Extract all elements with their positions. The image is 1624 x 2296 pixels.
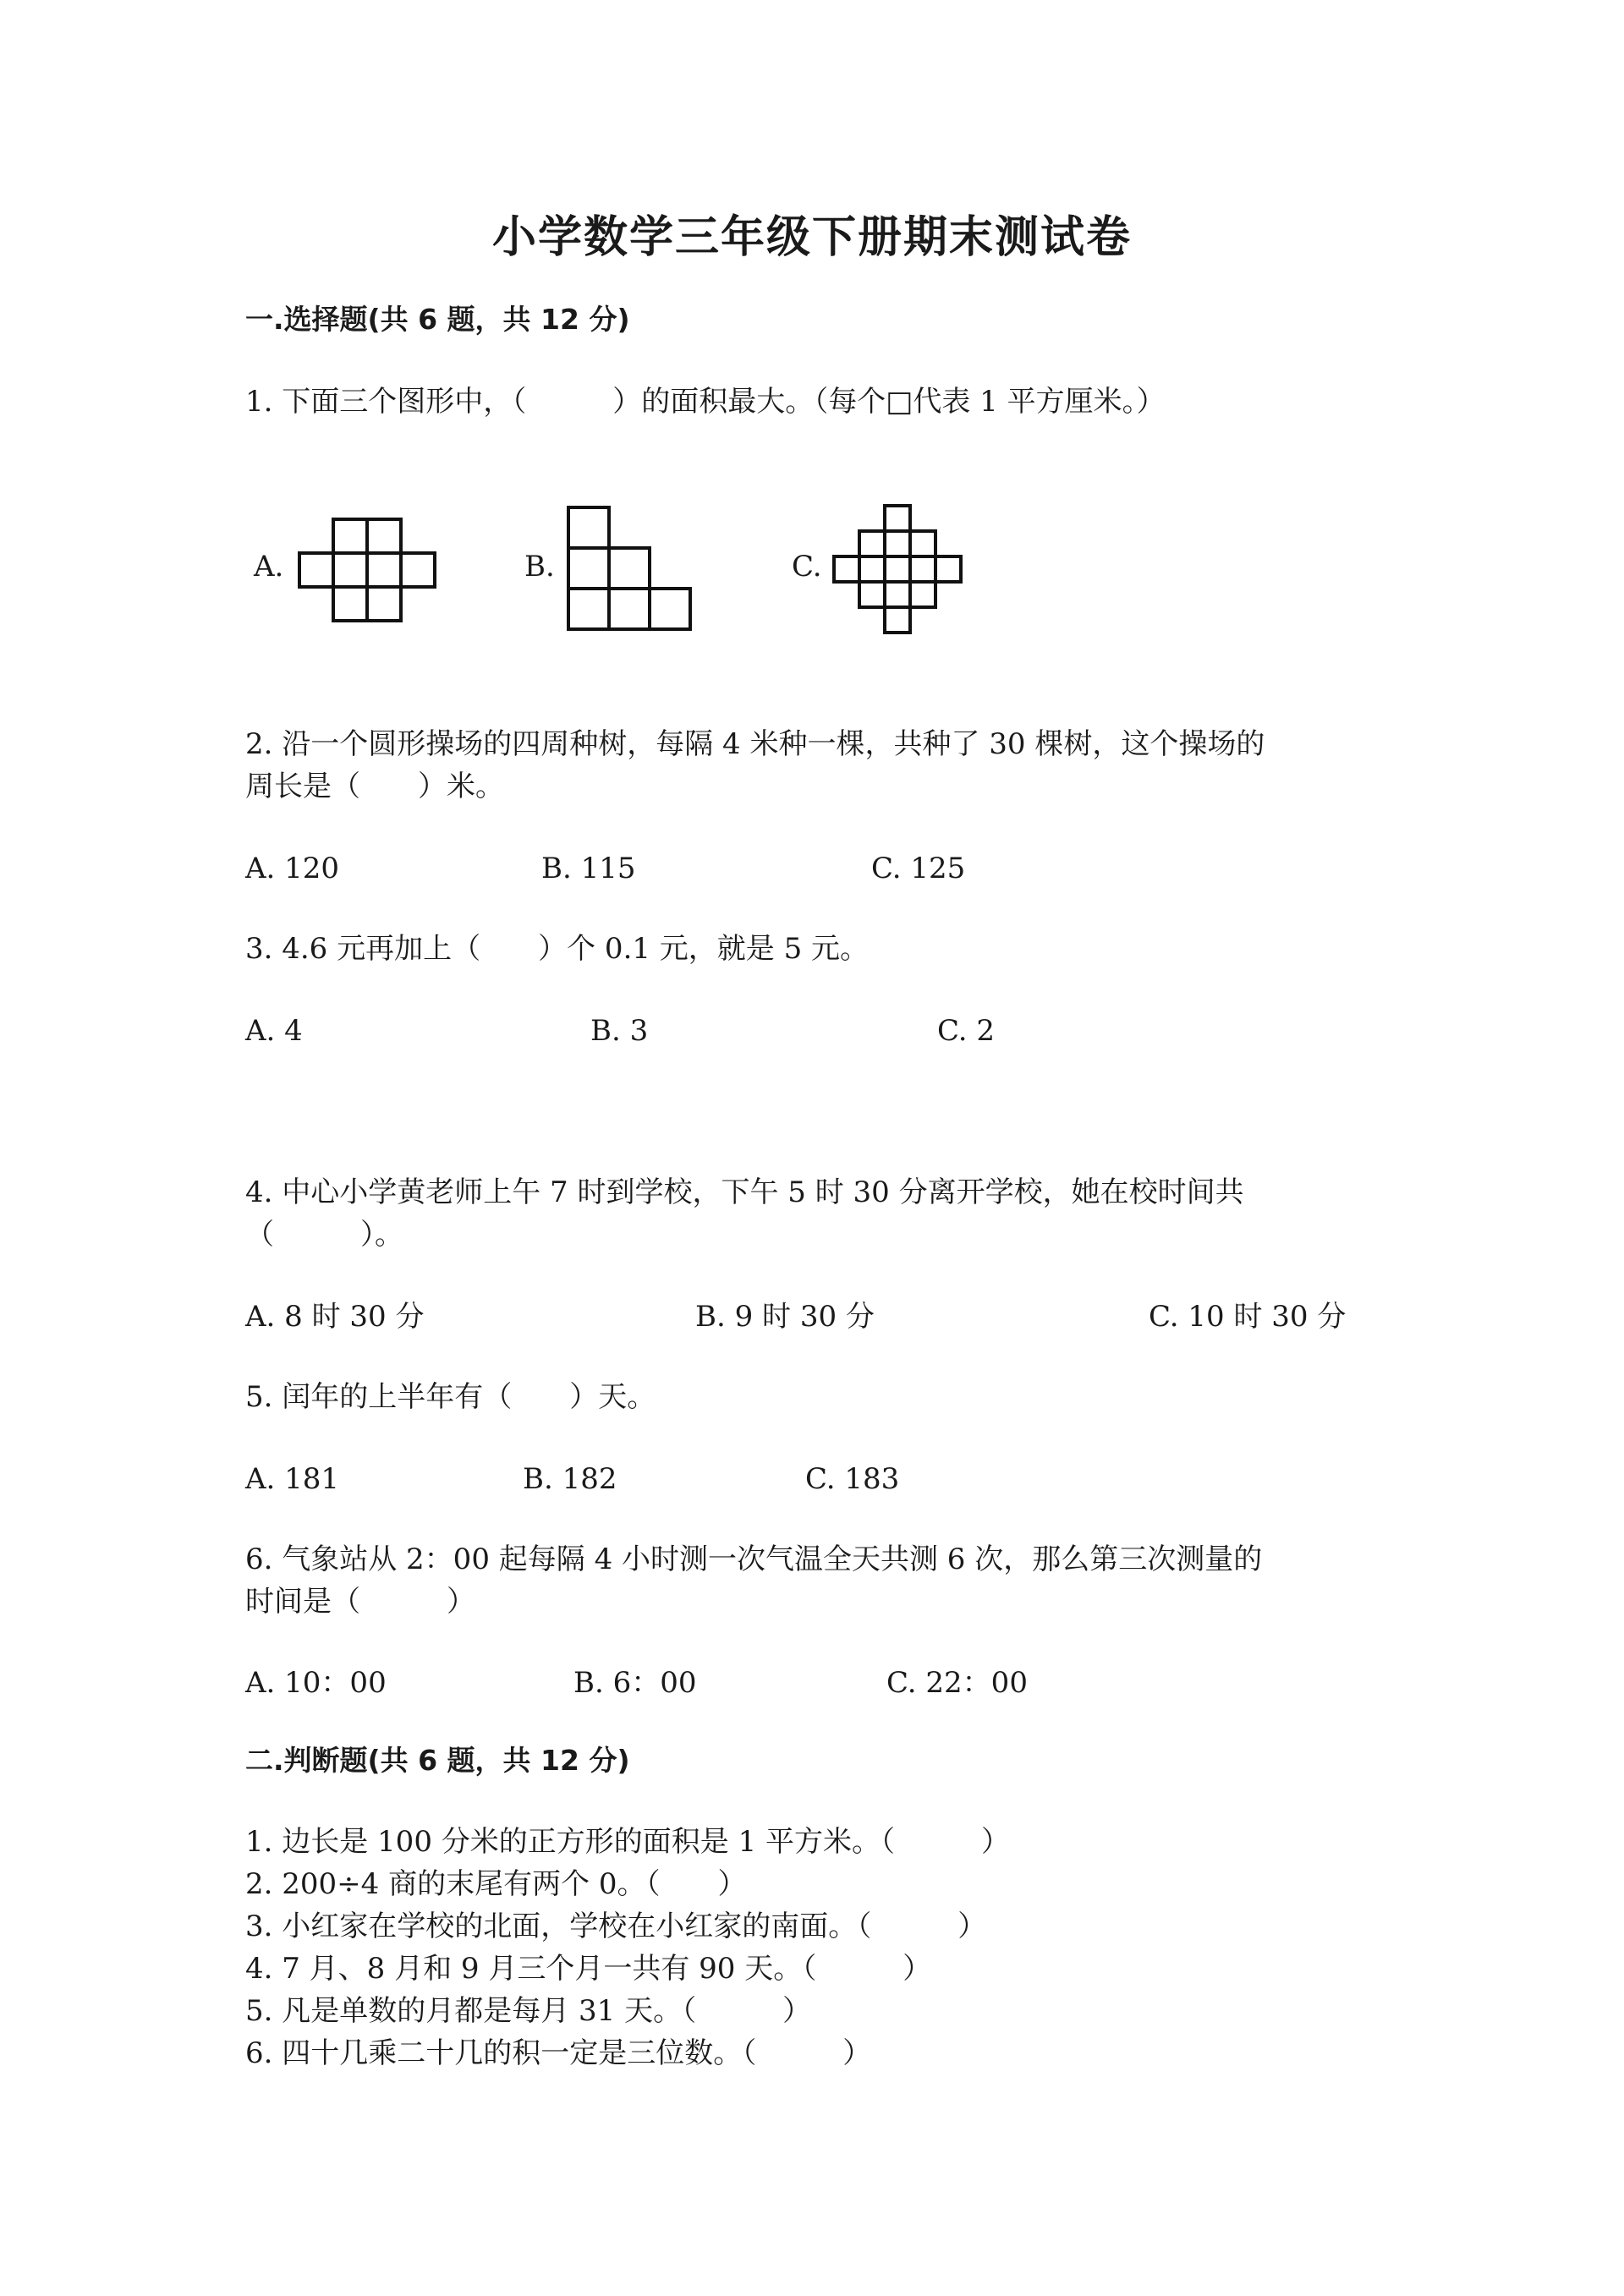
figure-c-label: C. — [792, 550, 822, 584]
question-2-line-1: 2. 沿一个圆形操场的四周种树，每隔 4 米种一棵，共种了 30 棵树，这个操场的 — [245, 727, 1265, 761]
q2-option-c[interactable]: C. 125 — [871, 852, 966, 885]
section-heading-judgement: 二.判断题(共 6 题，共 12 分) — [245, 1744, 630, 1777]
q2-option-b[interactable]: B. 115 — [541, 852, 636, 885]
question-6-line-1: 6. 气象站从 2：00 起每隔 4 小时测一次气温全天共测 6 次，那么第三次测量的 — [245, 1543, 1263, 1576]
q3-option-b[interactable]: B. 3 — [590, 1014, 649, 1048]
q2-option-a[interactable]: A. 120 — [245, 852, 340, 885]
grid-shape-a-icon — [298, 518, 442, 629]
q3-option-c[interactable]: C. 2 — [937, 1014, 996, 1048]
q5-option-c[interactable]: C. 183 — [805, 1462, 900, 1496]
q5-option-a[interactable]: A. 181 — [245, 1462, 340, 1496]
question-5-text: 5. 闰年的上半年有（ ）天。 — [245, 1380, 656, 1414]
judgement-item-5: 5. 凡是单数的月都是每月 31 天。（ ） — [245, 1994, 812, 2028]
grid-shape-b-icon — [565, 504, 700, 634]
q4-option-c[interactable]: C. 10 时 30 分 — [1149, 1300, 1347, 1334]
question-6-line-2: 时间是（ ） — [245, 1585, 475, 1619]
judgement-item-6: 6. 四十几乘二十几的积一定是三位数。（ ） — [245, 2036, 872, 2070]
judgement-item-3: 3. 小红家在学校的北面，学校在小红家的南面。（ ） — [245, 1910, 987, 1943]
judgement-item-1: 1. 边长是 100 分米的正方形的面积是 1 平方米。（ ） — [245, 1825, 1011, 1859]
q6-option-c[interactable]: C. 22：00 — [886, 1666, 1028, 1700]
q4-option-b[interactable]: B. 9 时 30 分 — [695, 1300, 875, 1334]
judgement-item-4: 4. 7 月、8 月和 9 月三个月一共有 90 天。（ ） — [245, 1952, 932, 1986]
q4-option-a[interactable]: A. 8 时 30 分 — [245, 1300, 425, 1334]
q5-option-b[interactable]: B. 182 — [523, 1462, 617, 1496]
question-1-text: 1. 下面三个图形中，（ ）的面积最大。（每个□代表 1 平方厘米。） — [245, 385, 1166, 419]
question-4-line-2: （ ）。 — [245, 1218, 403, 1252]
question-2-line-2: 周长是（ ）米。 — [245, 770, 504, 803]
figure-a-label: A. — [254, 550, 284, 584]
q6-option-a[interactable]: A. 10：00 — [245, 1666, 387, 1700]
page-title: 小学数学三年级下册期末测试卷 — [491, 211, 1132, 263]
figure-b-label: B. — [524, 550, 555, 584]
judgement-item-2: 2. 200÷4 商的末尾有两个 0。（ ） — [245, 1867, 747, 1901]
question-4-line-1: 4. 中心小学黄老师上午 7 时到学校，下午 5 时 30 分离开学校，她在校时间共 — [245, 1175, 1244, 1209]
section-heading-choice: 一.选择题(共 6 题，共 12 分) — [245, 303, 630, 336]
q6-option-b[interactable]: B. 6：00 — [573, 1666, 697, 1700]
question-3-text: 3. 4.6 元再加上（ ）个 0.1 元，就是 5 元。 — [245, 932, 870, 966]
q3-option-a[interactable]: A. 4 — [245, 1014, 303, 1048]
grid-shape-c-icon — [832, 504, 972, 643]
